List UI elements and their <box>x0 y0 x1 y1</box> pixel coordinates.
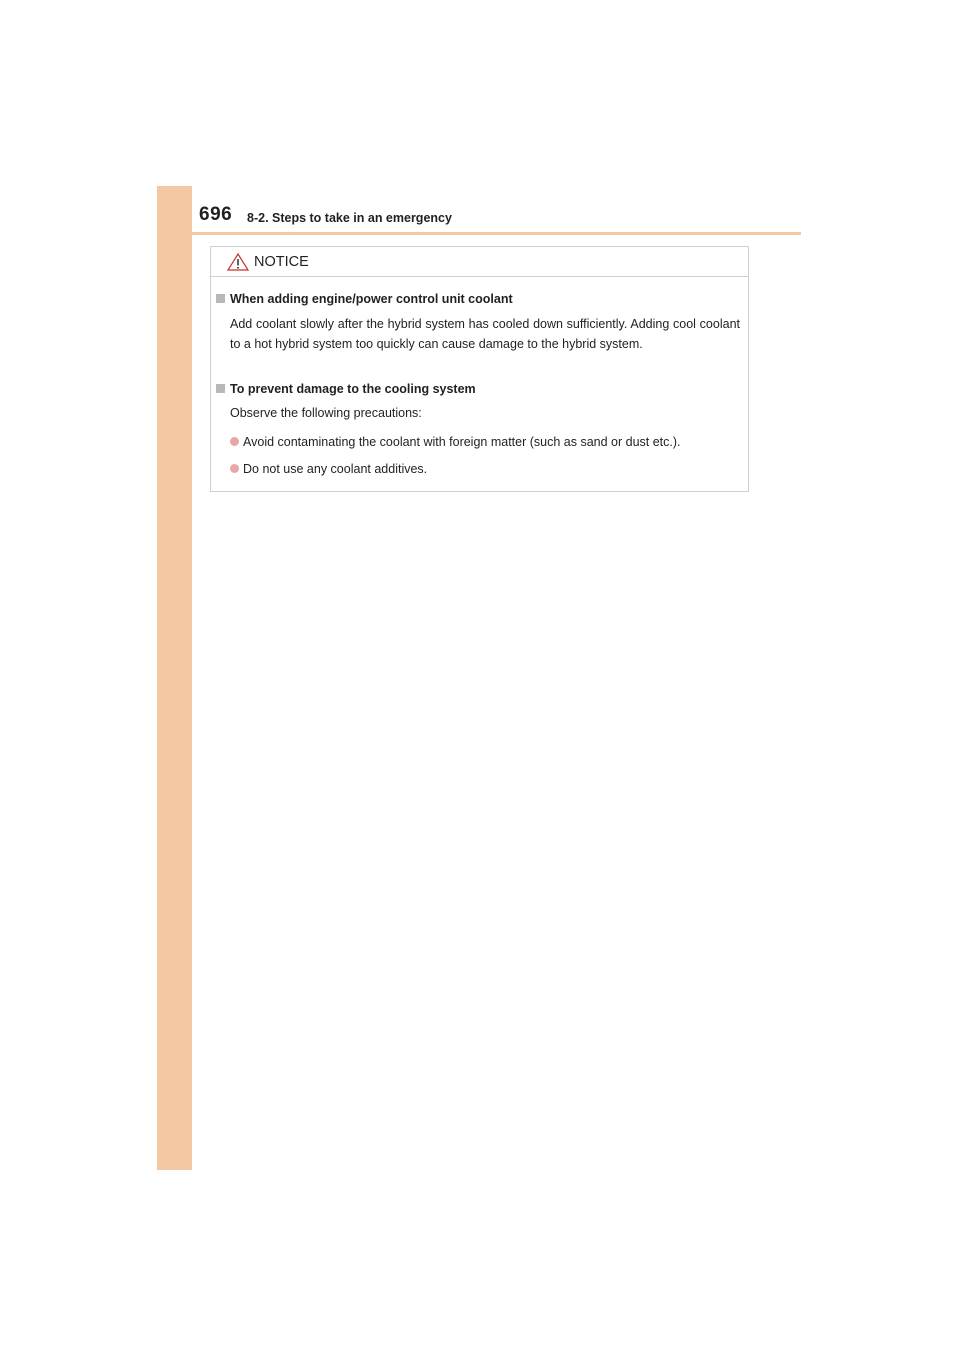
notice-title: NOTICE <box>254 254 309 270</box>
square-bullet-icon <box>216 384 225 393</box>
square-bullet-icon <box>216 294 225 303</box>
section-paragraph: Add coolant slowly after the hybrid system has cooled down sufficiently. Adding cool coolant to a hot hybrid system too quickly can cause damage to the hybrid system. <box>230 317 740 351</box>
round-bullet-icon <box>230 437 239 446</box>
section-heading-text: When adding engine/power control unit coolant <box>230 292 513 306</box>
section-heading <box>216 381 476 397</box>
notice-box <box>210 246 749 492</box>
section-title: 8-2. Steps to take in an emergency <box>247 211 452 225</box>
header-rule <box>157 232 801 235</box>
list-item-text: Avoid contaminating the coolant with foreign matter (such as sand or dust etc.). <box>243 435 681 449</box>
list-item <box>230 434 681 450</box>
chapter-side-band <box>157 186 192 1170</box>
warning-triangle-icon <box>227 253 249 271</box>
list-item <box>230 461 427 477</box>
notice-header <box>211 247 748 277</box>
list-item-text: Do not use any coolant additives. <box>243 462 428 476</box>
page-number: 696 <box>199 204 233 225</box>
section-heading-text: To prevent damage to the cooling system <box>230 382 476 396</box>
section-paragraph: Observe the following precautions: <box>230 406 422 420</box>
round-bullet-icon <box>230 464 239 473</box>
section-heading <box>216 291 513 307</box>
